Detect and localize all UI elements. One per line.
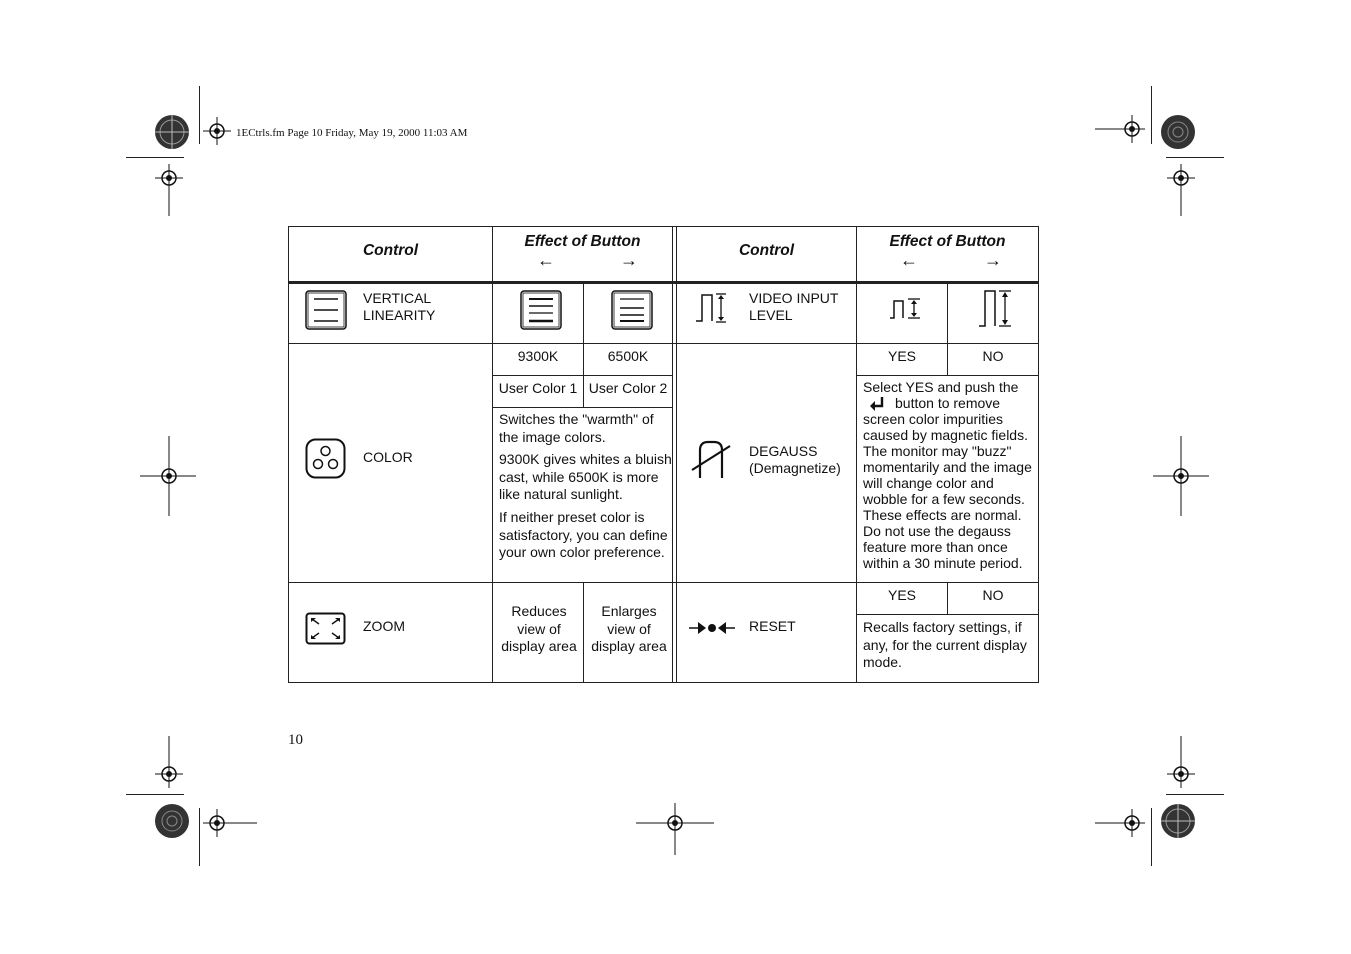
reset-label: RESET xyxy=(749,618,796,634)
video-level-high-icon xyxy=(977,288,1017,330)
file-header-line: 1ECtrls.fm Page 10 Friday, May 19, 2000 11:03 AM xyxy=(236,127,468,139)
degauss-description-rest: button to remove screen color impurities caused by magnetic fields. The monitor may "buzz" momentarily and the image will change color and wobble for a few seconds. These effects are normal. Do not use the degauss feature more than once within a 30 minute period. xyxy=(863,395,1032,571)
vertical-linearity-label: VERTICAL LINEARITY xyxy=(363,290,436,323)
arrow-left-icon: ← xyxy=(900,250,918,270)
crosshair-icon xyxy=(636,803,714,855)
header-effect-left: Effect of Button xyxy=(524,233,641,250)
degauss-description xyxy=(863,379,1038,571)
linearity-expand-icon xyxy=(611,290,653,330)
crosshair-icon xyxy=(155,164,183,216)
reset-description: Recalls factory settings, if any, for the current display mode. xyxy=(863,619,1027,670)
crop-target-icon xyxy=(1160,114,1196,150)
reset-icon xyxy=(688,619,736,637)
reset-option-no: NO xyxy=(982,587,1004,603)
user-color-1: User Color 1 xyxy=(498,380,578,396)
color-description-2: 9300K gives whites a bluish cast, while 6500K is more like natural sunlight. xyxy=(499,451,672,502)
color-option-9300k: 9300K xyxy=(517,348,559,364)
reset-option-yes: YES xyxy=(887,587,916,603)
color-icon xyxy=(305,438,347,480)
page-number: 10 xyxy=(288,732,303,748)
crop-target-icon xyxy=(154,803,190,839)
crosshair-icon xyxy=(1095,115,1145,143)
linearity-compress-icon xyxy=(520,290,562,330)
header-control-left: Control xyxy=(362,242,419,259)
degauss-icon xyxy=(690,438,734,480)
color-option-6500k: 6500K xyxy=(607,348,649,364)
crosshair-icon xyxy=(203,809,257,837)
header-effect-right: Effect of Button xyxy=(889,233,1006,250)
header-control-right: Control xyxy=(738,242,795,259)
color-description-1: Switches the "warmth" of the image colors. xyxy=(499,411,654,445)
crop-target-icon xyxy=(150,110,190,154)
crosshair-icon xyxy=(1167,164,1195,216)
crosshair-icon xyxy=(140,436,196,516)
video-input-level-icon xyxy=(694,291,730,325)
color-label: COLOR xyxy=(363,449,413,465)
color-description-3: If neither preset color is satisfactory, you can define your own color preference. xyxy=(499,509,668,560)
enter-key-icon xyxy=(869,396,885,411)
zoom-icon xyxy=(305,612,347,646)
crop-target-icon xyxy=(1160,803,1196,839)
arrow-left-icon: ← xyxy=(537,250,555,270)
degauss-option-yes: YES xyxy=(887,348,916,364)
crosshair-icon xyxy=(203,117,231,145)
crosshair-icon xyxy=(155,736,183,788)
degauss-description-start: Select YES and push the xyxy=(863,379,1019,395)
crosshair-icon xyxy=(1153,436,1209,516)
zoom-enlarge-text: Enlarges view of display area xyxy=(591,603,667,654)
zoom-reduce-text: Reduces view of display area xyxy=(501,603,577,654)
arrow-right-icon: → xyxy=(620,250,638,270)
arrow-right-icon: → xyxy=(984,250,1002,270)
crosshair-icon xyxy=(1167,736,1195,788)
degauss-option-no: NO xyxy=(982,348,1004,364)
crosshair-icon xyxy=(1095,809,1145,837)
vertical-linearity-icon xyxy=(305,290,347,330)
zoom-label: ZOOM xyxy=(363,618,405,634)
video-input-level-label: VIDEO INPUT LEVEL xyxy=(749,290,839,323)
user-color-2: User Color 2 xyxy=(588,380,668,396)
video-level-low-icon xyxy=(888,296,924,322)
degauss-label: DEGAUSS (Demagnetize) xyxy=(749,443,841,476)
